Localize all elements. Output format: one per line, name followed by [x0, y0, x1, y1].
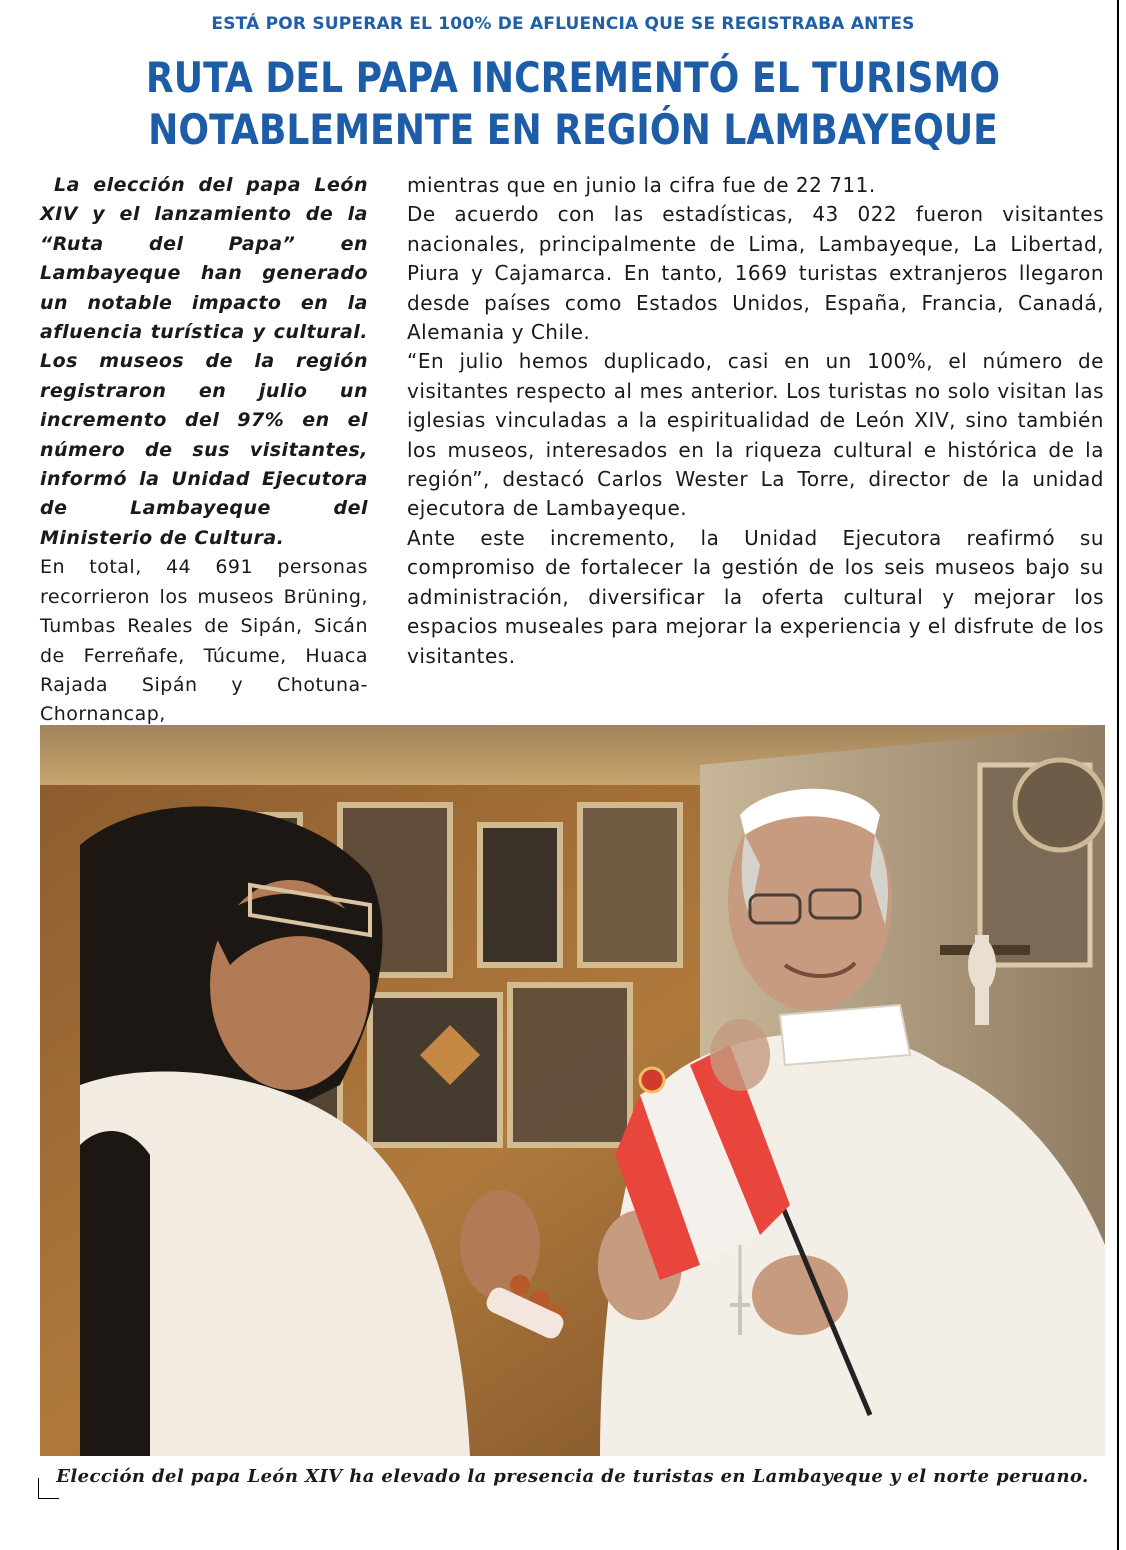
body-paragraph-left: En total, 44 691 personas recorrieron los museos Brüning, Tumbas Reales de Sipán, Sicán de Ferreñafe, Túcume, Huaca Rajada Sipán y Chotuna-Chornancap, — [40, 556, 368, 726]
headline-line-2: NOTABLEMENTE EN REGIÓN LAMBAYEQUE — [148, 105, 998, 154]
body-paragraph-1: mientras que en junio la cifra fue de 22 711. — [407, 173, 876, 197]
left-column — [40, 171, 368, 730]
lead-paragraph: La elección del papa León XIV y el lanzamiento de la “Ruta del Papa” en Lambayeque han generado un notable impacto en la afluencia turística y cultural. Los museos de la región registraron en julio un incremento del 97% en el número de sus visitantes, informó la Unidad Ejecutora de Lambayeque del Ministerio de Cultura. — [40, 174, 368, 549]
right-column — [407, 171, 1104, 671]
body-paragraph-2: De acuerdo con las estadísticas, 43 022 fueron visitantes nacionales, principalmente de Lima, Lambayeque, La Libertad, Piura y Cajamarca. En tanto, 1669 turistas extranjeros llegaron desde países como Estados Unidos, España, Francia, Canadá, Alemania y Chile. — [407, 202, 1104, 345]
article-photo — [40, 725, 1105, 1456]
photo-caption: Elección del papa León XIV ha elevado la presencia de turistas en Lambayeque y el norte peruano. — [56, 1466, 1089, 1487]
body-paragraph-3: “En julio hemos duplicado, casi en un 100%, el número de visitantes respecto al mes anterior. Los turistas no solo visitan las iglesias vinculadas a la espiritualidad de León XIV, sino también los museos, interesados en la riqueza cultural e histórica de la región”, destacó Carlos Wester La Torre, director de la unidad ejecutora de Lambayeque. — [407, 349, 1104, 521]
headline-line-1: RUTA DEL PAPA INCREMENTÓ EL TURISMO — [145, 53, 1001, 102]
body-paragraph-4: Ante este incremento, la Unidad Ejecutora reafirmó su compromiso de fortalecer la gestión de los seis museos bajo su administración, diversificar la oferta cultural y mejorar los espacios museales para mejorar la experiencia y el disfrute de los visitantes. — [407, 525, 1104, 668]
article-headline — [115, 52, 1032, 156]
article-kicker: ESTÁ POR SUPERAR EL 100% DE AFLUENCIA QUE SE REGISTRABA ANTES — [211, 14, 915, 34]
